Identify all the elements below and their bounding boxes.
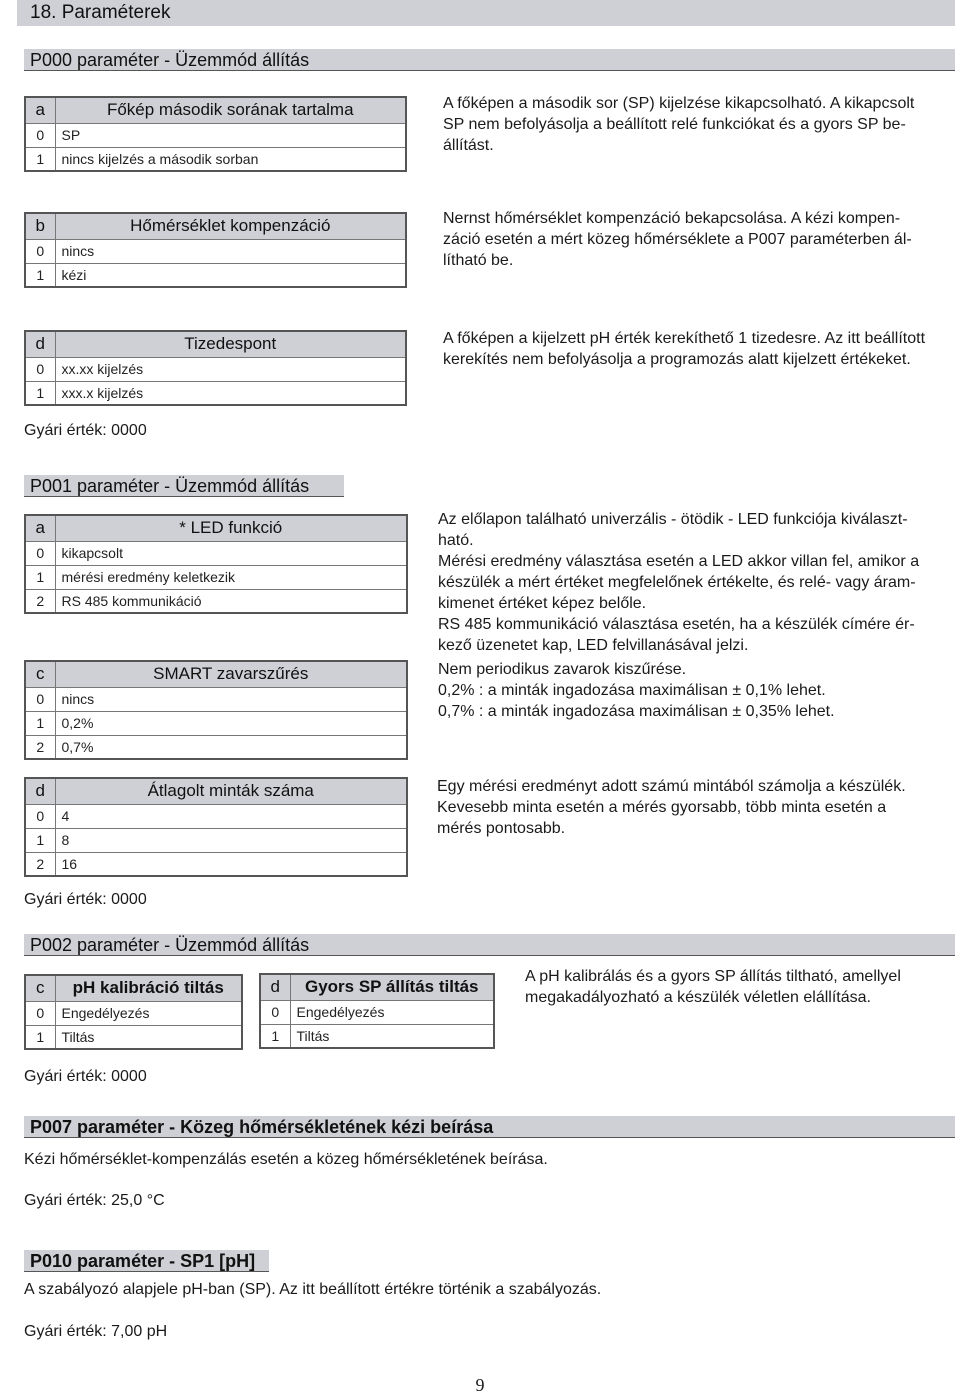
p002-title: P002 paraméter - Üzemmód állítás	[24, 934, 955, 956]
p002-default: Gyári érték: 0000	[24, 1068, 147, 1085]
table-title: Gyors SP állítás tiltás	[290, 974, 494, 1000]
p001-table-d	[24, 777, 408, 877]
p001-desc-c: Nem periodikus zavarok kiszűrése. 0,2% : a minták ingadozása maximálisan ± 0,1% lehet. 0,7% : a minták ingadozása maximálisan ± 0,35% lehet.	[438, 661, 835, 720]
table-row: 2 16	[25, 852, 407, 876]
table-row: 1 kézi	[25, 263, 406, 287]
table-key: b	[25, 213, 55, 239]
p000-desc-b: Nernst hőmérséklet kompenzáció bekapcsolása. A kézi kompen- záció esetén a mért közeg hőmérséklete a P007 paraméterben ál- lítható be.	[443, 210, 912, 269]
p000-default: Gyári érték: 0000	[24, 422, 147, 439]
p002-table-c	[24, 974, 243, 1050]
p001-default: Gyári érték: 0000	[24, 891, 147, 908]
table-key: a	[25, 515, 55, 541]
p000-desc-a: A főképen a második sor (SP) kijelzése kikapcsolható. A kikapcsolt SP nem befolyásolja a beállított relé funkciókat és a gyors SP be- állítást.	[443, 95, 915, 154]
p001-title: P001 paraméter - Üzemmód állítás	[24, 475, 344, 497]
p001-table-a	[24, 514, 408, 614]
table-title: Főkép második sorának tartalma	[55, 97, 406, 123]
p010-default: Gyári érték: 7,00 pH	[24, 1323, 168, 1340]
table-row: 1 0,2%	[25, 711, 407, 735]
table-title: * LED funkció	[55, 515, 407, 541]
table-row: 2 0,7%	[25, 735, 407, 759]
p000-desc-d: A főképen a kijelzett pH érték kerekíthető 1 tizedesre. Az itt beállított kerekítés nem befolyásolja a programozás alatt kijelzett értékeket.	[443, 330, 926, 368]
p007-title: P007 paraméter - Közeg hőmérsékletének kézi beírása	[24, 1116, 955, 1138]
p007-default: Gyári érték: 25,0 °C	[24, 1192, 165, 1209]
table-row: 0 nincs	[25, 239, 406, 263]
table-row: 1 nincs kijelzés a második sorban	[25, 147, 406, 171]
p000-table-d	[24, 330, 407, 406]
p001-table-c	[24, 660, 408, 760]
table-row: 1 8	[25, 828, 407, 852]
page-number: 9	[475, 1375, 485, 1395]
table-key: d	[25, 331, 55, 357]
table-title: pH kalibráció tiltás	[55, 975, 242, 1001]
p002-table-d	[259, 973, 495, 1049]
table-row: 2 RS 485 kommunikáció	[25, 589, 407, 613]
table-key: d	[260, 974, 290, 1000]
p000-title: P000 paraméter - Üzemmód állítás	[24, 49, 955, 71]
table-title: Hőmérséklet kompenzáció	[55, 213, 406, 239]
chapter-title: 18. Paraméterek	[17, 0, 955, 26]
table-row: 0 xx.xx kijelzés	[25, 357, 406, 381]
p010-desc: A szabályozó alapjele pH-ban (SP). Az itt beállított értékre történik a szabályozás.	[24, 1281, 602, 1298]
table-row: 1 Tiltás	[25, 1025, 242, 1049]
table-title: SMART zavarszűrés	[55, 661, 407, 687]
p010-title: P010 paraméter - SP1 [pH]	[24, 1250, 269, 1272]
table-key: c	[25, 975, 55, 1001]
table-title: Tizedespont	[55, 331, 406, 357]
table-row: 1 xxx.x kijelzés	[25, 381, 406, 405]
table-title: Átlagolt minták száma	[55, 778, 407, 804]
table-row: 0 SP	[25, 123, 406, 147]
table-row: 0 Engedélyezés	[260, 1000, 494, 1024]
table-row: 1 Tiltás	[260, 1024, 494, 1048]
p002-desc: A pH kalibrálás és a gyors SP állítás tiltható, amellyel megakadályozható a készülék véletlen elállítása.	[525, 968, 901, 1006]
table-key: a	[25, 97, 55, 123]
p001-desc-a: Az előlapon található univerzális - ötödik - LED funkciója kiválaszt- ható. Mérési eredmény választása esetén a LED akkor villan fel, amikor a készülék a mért értéket megfelelőnek értékelte, és relé- vagy áram- kimenet értéket képez belőle. RS 485 kommunikáció választása esetén, ha a készülék címére ér- kező üzenetet kap, LED felvillanásával jelzi.	[438, 511, 920, 654]
table-key: d	[25, 778, 55, 804]
table-row: 0 Engedélyezés	[25, 1001, 242, 1025]
table-row: 1 mérési eredmény keletkezik	[25, 565, 407, 589]
p007-desc: Kézi hőmérséklet-kompenzálás esetén a közeg hőmérsékletének beírása.	[24, 1151, 548, 1168]
table-row: 0 4	[25, 804, 407, 828]
p001-desc-d: Egy mérési eredményt adott számú mintából számolja a készülék. Kevesebb minta esetén a mérés gyorsabb, több minta esetén a mérés pontosabb.	[437, 778, 906, 837]
p000-table-a	[24, 96, 407, 172]
table-key: c	[25, 661, 55, 687]
table-row: 0 nincs	[25, 687, 407, 711]
p000-table-b	[24, 212, 407, 288]
table-row: 0 kikapcsolt	[25, 541, 407, 565]
